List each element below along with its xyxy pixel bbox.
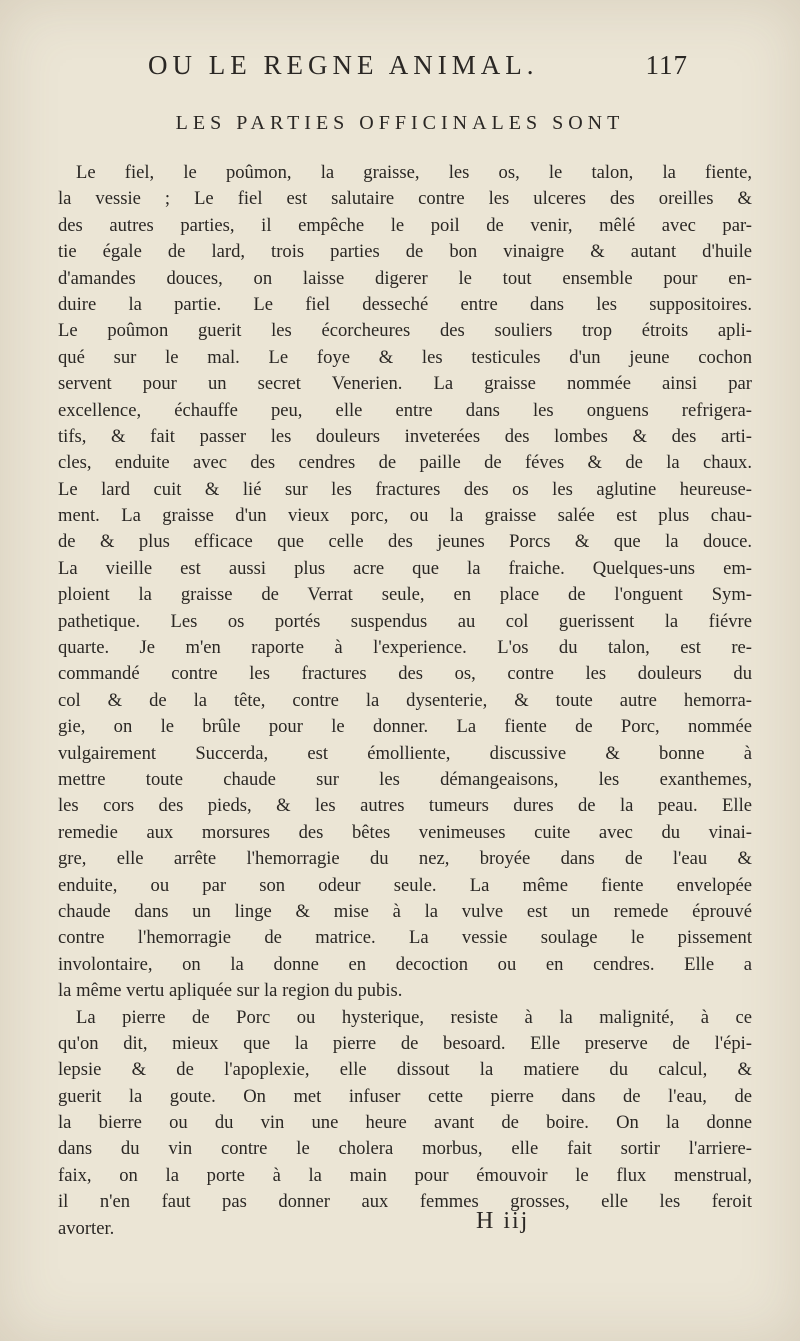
text-line: les cors des pieds, & les autres tumeurs dures de la peau. Elle — [58, 795, 752, 817]
text-line: qu'on dit, mieux que la pierre de besoard. Elle preserve de l'épi- — [58, 1032, 752, 1054]
body-text — [58, 160, 752, 1242]
text-line: contre l'hemorragie de matrice. La vessie soulage le pissement — [58, 927, 752, 949]
text-line: quarte. Je m'en raporte à l'experience. L'os du talon, est re- — [58, 637, 752, 659]
text-line: ploient la graisse de Verrat seule, en place de l'onguent Sym- — [58, 584, 752, 606]
text-line: tifs, & fait passer les douleurs inveterées des lombes & des arti- — [58, 425, 752, 447]
text-line: il n'en faut pas donner aux femmes grosses, elle les feroit — [58, 1191, 752, 1213]
text-line: faix, on la porte à la main pour émouvoir le flux menstrual, — [58, 1164, 752, 1186]
text-line: lepsie & de l'apoplexie, elle dissout la matiere du calcul, & — [58, 1059, 752, 1081]
running-head — [148, 50, 688, 90]
text-line: servent pour un secret Venerien. La graisse nommée ainsi par — [58, 373, 752, 395]
text-line: col & de la tête, contre la dysenterie, & toute autre hemorra- — [58, 689, 752, 711]
text-line: d'amandes douces, on laisse digerer le tout ensemble pour en- — [58, 267, 752, 289]
text-line: duire la partie. Le fiel desseché entre dans les suppositoires. — [58, 293, 752, 315]
text-line: involontaire, on la donne en decoction ou en cendres. Elle a — [58, 953, 752, 975]
running-title: OU LE REGNE ANIMAL. — [148, 50, 539, 80]
text-line: enduite, ou par son odeur seule. La même fiente envelopée — [58, 874, 752, 896]
text-line: remedie aux morsures des bêtes venimeuses cuite avec du vinai- — [58, 821, 752, 843]
text-line: la bierre ou du vin une heure avant de boire. On la donne — [58, 1112, 752, 1134]
text-line: gie, on le brûle pour le donner. La fiente de Porc, nommée — [58, 716, 752, 738]
text-line: dans du vin contre le cholera morbus, elle fait sortir l'arriere- — [58, 1138, 752, 1160]
text-line: mettre toute chaude sur les démangeaisons, les exanthemes, — [58, 768, 752, 790]
section-title: LES PARTIES OFFICINALES SONT — [175, 112, 625, 134]
text-line: Le fiel, le poûmon, la graisse, les os, le talon, la fiente, — [76, 162, 752, 183]
text-line: pathetique. Les os portés suspendus au col guerissent la fiévre — [58, 610, 752, 632]
text-line: La pierre de Porc ou hysterique, resiste à la malignité, à ce — [76, 1006, 752, 1028]
text-line: cles, enduite avec des cendres de paille de féves & de la chaux. — [58, 452, 752, 474]
text-line: guerit la goute. On met infuser cette pierre dans de l'eau, de — [58, 1085, 752, 1107]
text-line: la vessie ; Le fiel est salutaire contre les ulceres des oreilles & — [58, 188, 752, 210]
text-line: La vieille est aussi plus acre que la fraiche. Quelques-uns em- — [58, 557, 752, 579]
text-line: qué sur le mal. Le foye & les testicules d'un jeune cochon — [58, 346, 752, 368]
page-number: 117 — [645, 50, 688, 80]
text-line: des autres parties, il empêche le poil de venir, mêlé avec par- — [58, 214, 752, 236]
text-line: commandé contre les fractures des os, contre les douleurs du — [58, 663, 752, 685]
text-line: la même vertu apliquée sur la region du pubis. — [58, 980, 403, 1002]
text-line: avorter. — [58, 1217, 115, 1239]
text-line: Le lard cuit & lié sur les fractures des os les aglutine heureuse- — [58, 478, 752, 500]
text-line: ment. La graisse d'un vieux porc, ou la graisse salée est plus chau- — [58, 505, 752, 527]
text-line: Le poûmon guerit les écorcheures des souliers trop étroits apli- — [58, 320, 752, 342]
text-line: tie égale de lard, trois parties de bon vinaigre & autant d'huile — [58, 241, 752, 263]
text-line: vulgairement Succerda, est émolliente, discussive & bonne à — [58, 742, 752, 764]
text-line: excellence, échauffe peu, elle entre dans les onguens refrigera- — [58, 399, 752, 421]
signature-mark: H iij — [476, 1208, 530, 1234]
text-line: de & plus efficace que celle des jeunes Porcs & que la douce. — [58, 531, 752, 553]
text-line: chaude dans un linge & mise à la vulve est un remede éprouvé — [58, 900, 752, 922]
text-line: gre, elle arrête l'hemorragie du nez, broyée dans de l'eau & — [58, 848, 752, 870]
